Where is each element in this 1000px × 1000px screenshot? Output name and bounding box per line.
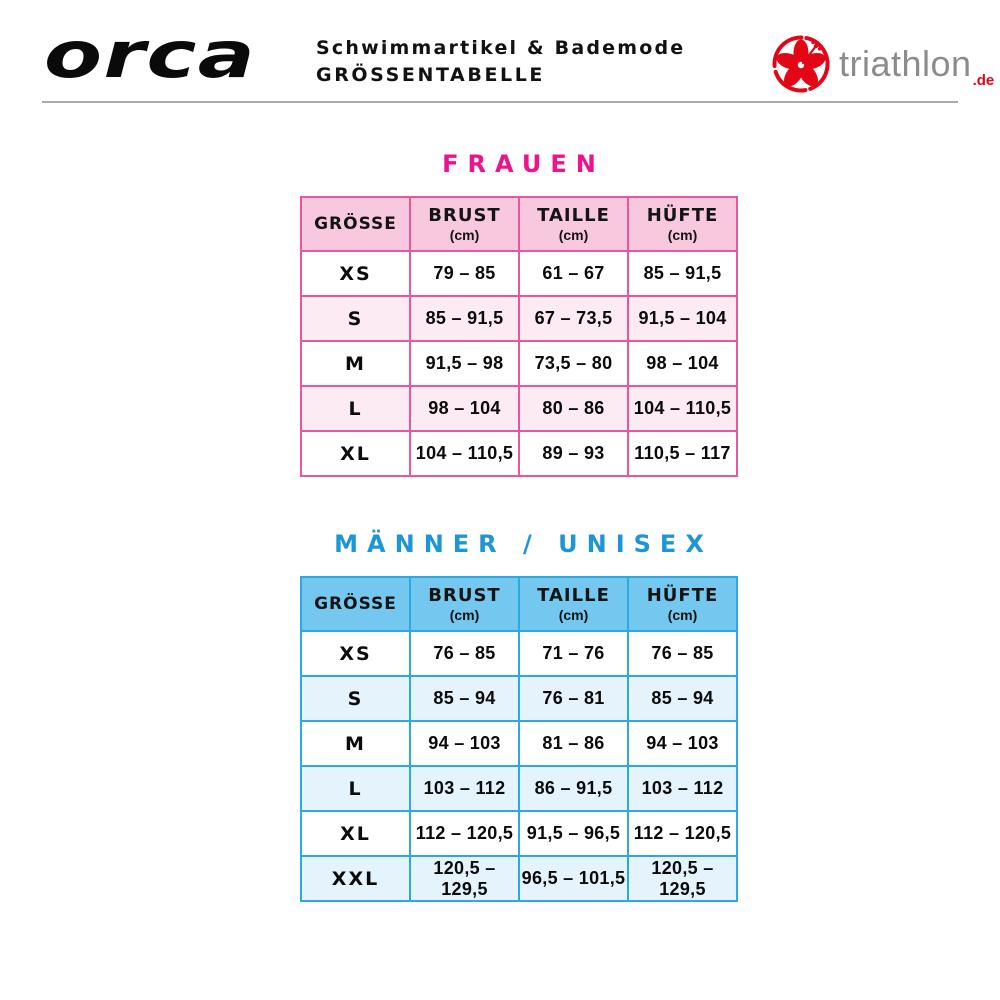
brust-cell: 91,5 – 98 [410, 341, 519, 386]
huefte-cell: 103 – 112 [628, 766, 737, 811]
men-col-groesse: GRÖSSE [301, 577, 410, 631]
taille-cell: 73,5 – 80 [519, 341, 628, 386]
taille-cell: 61 – 67 [519, 251, 628, 296]
table-row [301, 251, 737, 296]
brust-cell: 103 – 112 [410, 766, 519, 811]
table-row [301, 856, 737, 901]
size-cell: S [301, 296, 410, 341]
size-cell: S [301, 676, 410, 721]
men-size-table [300, 576, 738, 902]
brust-cell: 94 – 103 [410, 721, 519, 766]
size-cell: XL [301, 431, 410, 476]
brust-cell: 85 – 94 [410, 676, 519, 721]
men-section [300, 530, 738, 902]
table-row [301, 341, 737, 386]
table-row [301, 676, 737, 721]
taille-cell: 89 – 93 [519, 431, 628, 476]
men-section-title: MÄNNER / UNISEX [334, 530, 713, 558]
women-col-huefte: HÜFTE (cm) [628, 197, 737, 251]
size-cell: XS [301, 631, 410, 676]
huefte-cell: 98 – 104 [628, 341, 737, 386]
women-col-brust: BRUST (cm) [410, 197, 519, 251]
men-col-huefte: HÜFTE (cm) [628, 577, 737, 631]
taille-cell: 91,5 – 96,5 [519, 811, 628, 856]
women-col-taille: TAILLE (cm) [519, 197, 628, 251]
size-cell: XS [301, 251, 410, 296]
partner-tld-text: .de [972, 72, 995, 89]
brust-cell: 104 – 110,5 [410, 431, 519, 476]
women-header-row [301, 197, 737, 251]
huefte-cell: 112 – 120,5 [628, 811, 737, 856]
women-col-groesse: GRÖSSE [301, 197, 410, 251]
women-size-table [300, 196, 738, 477]
table-row [301, 431, 737, 476]
size-cell: M [301, 341, 410, 386]
huefte-cell: 120,5 – 129,5 [628, 856, 737, 901]
size-cell: M [301, 721, 410, 766]
huefte-cell: 110,5 – 117 [628, 431, 737, 476]
table-row [301, 721, 737, 766]
size-cell: L [301, 386, 410, 431]
huefte-cell: 91,5 – 104 [628, 296, 737, 341]
header-subtitle [316, 37, 685, 86]
huefte-cell: 104 – 110,5 [628, 386, 737, 431]
taille-cell: 80 – 86 [519, 386, 628, 431]
men-header-row [301, 577, 737, 631]
men-col-taille: TAILLE (cm) [519, 577, 628, 631]
taille-cell: 76 – 81 [519, 676, 628, 721]
header-subtitle-line2: GRÖSSENTABELLE [316, 64, 546, 86]
table-row [301, 766, 737, 811]
huefte-cell: 94 – 103 [628, 721, 737, 766]
table-row [301, 296, 737, 341]
size-cell: XXL [301, 856, 410, 901]
huefte-cell: 85 – 91,5 [628, 251, 737, 296]
header-subtitle-line1: Schwimmartikel & Bademode [316, 37, 686, 59]
table-row [301, 631, 737, 676]
hibiscus-flower-icon [770, 33, 832, 95]
taille-cell: 86 – 91,5 [519, 766, 628, 811]
triathlon-de-logo [770, 33, 994, 95]
taille-cell: 81 – 86 [519, 721, 628, 766]
huefte-cell: 76 – 85 [628, 631, 737, 676]
women-section-title: FRAUEN [442, 150, 605, 178]
men-col-brust: BRUST (cm) [410, 577, 519, 631]
brust-cell: 112 – 120,5 [410, 811, 519, 856]
taille-cell: 96,5 – 101,5 [519, 856, 628, 901]
size-cell: XL [301, 811, 410, 856]
brust-cell: 76 – 85 [410, 631, 519, 676]
taille-cell: 71 – 76 [519, 631, 628, 676]
header-divider [42, 101, 958, 103]
women-section [300, 150, 738, 477]
size-cell: L [301, 766, 410, 811]
orca-brand-logo: orca [44, 19, 257, 93]
brust-cell: 120,5 – 129,5 [410, 856, 519, 901]
table-row [301, 811, 737, 856]
taille-cell: 67 – 73,5 [519, 296, 628, 341]
brust-cell: 79 – 85 [410, 251, 519, 296]
partner-name-text: triathlon [839, 43, 972, 84]
table-row [301, 386, 737, 431]
huefte-cell: 85 – 94 [628, 676, 737, 721]
brust-cell: 85 – 91,5 [410, 296, 519, 341]
brust-cell: 98 – 104 [410, 386, 519, 431]
